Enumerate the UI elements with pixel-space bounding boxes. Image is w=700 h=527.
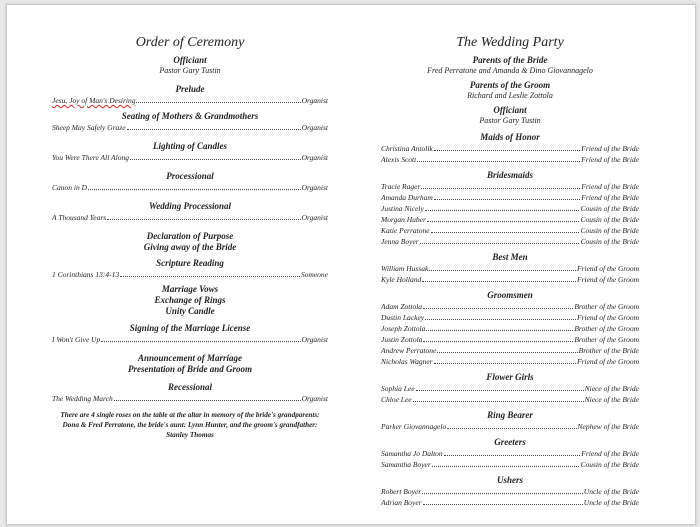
processional-piece: Canon in D <box>52 183 88 192</box>
member-name: Justin Zottola <box>381 335 423 344</box>
party-member-row <box>381 323 639 334</box>
leader-dots <box>437 345 577 353</box>
party-member-row <box>381 154 639 165</box>
parents-bride-names: Fred Perratone and Amanda & Dino Giovannagelo <box>427 66 593 75</box>
party-member-row <box>381 312 639 323</box>
member-role: Cousin of the Bride <box>580 215 639 224</box>
bestmen-list <box>381 263 639 285</box>
prelude-line <box>52 95 328 106</box>
member-name: Morgan Huber <box>381 215 426 224</box>
announcement-heading: Announcement of Marriage <box>137 353 242 363</box>
party-member-row <box>381 181 639 192</box>
member-role: Nephew of the Bride <box>577 422 639 431</box>
leader-dots <box>427 214 580 222</box>
license-line <box>52 334 328 345</box>
scripture-heading: Scripture Reading <box>156 258 224 268</box>
party-member-row <box>381 497 639 508</box>
wedding-processional-heading: Wedding Processional <box>148 201 232 211</box>
leader-dots <box>447 421 576 429</box>
leader-dots <box>429 263 576 271</box>
presentation-heading: Presentation of Bride and Groom <box>127 364 252 374</box>
party-member-row <box>381 143 639 154</box>
member-name: Katie Perratone <box>381 226 430 235</box>
prelude-heading: Prelude <box>175 84 205 94</box>
member-name: Samantha Boyer <box>381 460 431 469</box>
prelude-performer: Organist <box>301 96 328 105</box>
seating-performer: Organist <box>301 123 328 132</box>
member-name: Nicholas Wagner <box>381 357 433 366</box>
processional-line <box>52 182 328 193</box>
scripture-line <box>52 269 328 280</box>
member-role: Uncle of the Bride <box>583 487 639 496</box>
order-of-ceremony-column <box>52 35 328 440</box>
recessional-piece: The Wedding March <box>52 394 113 403</box>
order-of-ceremony-title: Order of Ceremony <box>135 35 245 50</box>
party-member-row <box>381 301 639 312</box>
member-role: Friend of the Groom <box>576 357 639 366</box>
parents-bride-heading: Parents of the Bride <box>472 55 548 65</box>
member-role: Cousin of the Bride <box>580 237 639 246</box>
candles-line <box>52 152 328 163</box>
member-name: Dustin Lackey <box>381 313 425 322</box>
party-member-row <box>381 459 639 470</box>
leader-dots <box>425 203 580 211</box>
member-name: Christina Antolik <box>381 144 433 153</box>
member-role: Friend of the Groom <box>576 275 639 284</box>
party-member-row <box>381 383 639 394</box>
ringbearer-list <box>381 421 639 432</box>
candles-piece: You Were There All Along <box>52 153 129 162</box>
leader-dots <box>413 394 584 402</box>
leader-dots <box>422 274 576 282</box>
memorial-note-line-2: Dona & Fred Perratone, the bride's aunt: Lynn Hunter, and the groom's grandfather: <box>62 421 318 429</box>
leader-dots <box>423 334 573 342</box>
recessional-performer: Organist <box>301 394 328 403</box>
leader-dots <box>434 356 576 364</box>
flowergirls-heading: Flower Girls <box>486 372 534 382</box>
leader-dots <box>444 448 581 456</box>
recessional-line <box>52 393 328 404</box>
party-member-row <box>381 334 639 345</box>
member-name: Chloe Lee <box>381 395 412 404</box>
memorial-note-line-1: There are 4 single roses on the table at the altar in memory of the bride's grandparents: <box>60 411 320 419</box>
member-name: Parker Giovannagelo <box>381 422 447 431</box>
seating-piece: Sheep May Safely Graze <box>52 123 126 132</box>
member-role: Friend of the Bride <box>581 155 639 164</box>
member-role: Niece of the Bride <box>584 384 639 393</box>
member-role: Friend of the Bride <box>581 193 639 202</box>
party-member-row <box>381 192 639 203</box>
leader-dots <box>422 486 583 494</box>
leader-dots <box>426 323 573 331</box>
wedding-party-title: The Wedding Party <box>456 35 564 50</box>
party-member-row <box>381 274 639 285</box>
greeters-heading: Greeters <box>494 437 526 447</box>
candles-performer: Organist <box>301 153 328 162</box>
bridesmaids-list <box>381 181 639 247</box>
groomsmen-heading: Groomsmen <box>487 290 533 300</box>
member-name: Tracie Rager <box>381 182 421 191</box>
member-role: Brother of the Groom <box>574 302 639 311</box>
greeters-list <box>381 448 639 470</box>
maids-heading: Maids of Honor <box>480 132 540 142</box>
vows-heading: Marriage Vows <box>161 284 219 294</box>
leader-dots <box>434 143 581 151</box>
member-role: Friend of the Bride <box>581 144 639 153</box>
member-name: Alexis Scott <box>381 155 417 164</box>
wedding-processional-performer: Organist <box>301 213 328 222</box>
maids-list <box>381 143 639 165</box>
leader-dots <box>421 181 580 189</box>
memorial-note <box>52 410 328 440</box>
wedding-processional-piece: A Thousand Years <box>52 213 107 222</box>
member-name: Kyle Holland <box>381 275 422 284</box>
party-member-row <box>381 356 639 367</box>
parents-groom-heading: Parents of the Groom <box>469 80 551 90</box>
leader-dots <box>425 312 576 320</box>
flowergirls-list <box>381 383 639 405</box>
party-member-row <box>381 214 639 225</box>
officiant-heading: Officiant <box>173 55 207 65</box>
ushers-list <box>381 486 639 508</box>
processional-performer: Organist <box>301 183 328 192</box>
wedding-processional-line <box>52 212 328 223</box>
party-member-row <box>381 345 639 356</box>
party-member-row <box>381 236 639 247</box>
leader-dots <box>416 383 584 391</box>
ringbearer-heading: Ring Bearer <box>487 410 533 420</box>
memorial-note-line-3: Stanley Thomas <box>166 431 214 439</box>
officiant-name: Pastor Gary Tustin <box>159 66 221 75</box>
recessional-heading: Recessional <box>168 382 212 392</box>
member-name: Justina Nicely <box>381 204 424 213</box>
member-role: Friend of the Groom <box>576 313 639 322</box>
candles-heading: Lighting of Candles <box>152 141 227 151</box>
declaration-heading: Declaration of Purpose <box>146 231 234 241</box>
member-name: Jenna Boyer <box>381 237 419 246</box>
leader-dots <box>423 497 583 505</box>
groomsmen-list <box>381 301 639 367</box>
license-performer: Organist <box>301 335 328 344</box>
member-name: Adrian Boyer <box>381 498 422 507</box>
party-member-row <box>381 203 639 214</box>
bridesmaids-heading: Bridesmaids <box>486 170 533 180</box>
processional-heading: Processional <box>166 171 214 181</box>
party-member-row <box>381 486 639 497</box>
member-role: Cousin of the Bride <box>580 204 639 213</box>
member-name: Amanda Durham <box>381 193 433 202</box>
member-role: Friend of the Bride <box>581 449 639 458</box>
wedding-party-column <box>381 35 639 508</box>
seating-heading: Seating of Mothers & Grandmothers <box>121 111 259 121</box>
member-name: William Hussak <box>381 264 429 273</box>
leader-dots <box>432 459 580 467</box>
member-role: Cousin of the Bride <box>580 460 639 469</box>
member-name: Sophia Lee <box>381 384 415 393</box>
prelude-piece: Jesu, Joy of Man's Desiring <box>52 96 136 105</box>
giving-away-heading: Giving away of the Bride <box>143 242 237 252</box>
member-name: Adam Zottola <box>381 302 423 311</box>
seating-line <box>52 122 328 133</box>
rings-heading: Exchange of Rings <box>154 295 226 305</box>
member-name: Andrew Perratone <box>381 346 437 355</box>
member-role: Brother of the Bride <box>578 346 639 355</box>
member-role: Brother of the Groom <box>574 324 639 333</box>
leader-dots <box>417 154 580 162</box>
license-heading: Signing of the Marriage License <box>129 323 251 333</box>
unity-heading: Unity Candle <box>165 306 215 316</box>
member-role: Friend of the Bride <box>581 182 639 191</box>
party-member-row <box>381 421 639 432</box>
bestmen-heading: Best Men <box>492 252 528 262</box>
parents-groom-names: Richard and Leslie Zottola <box>467 91 553 100</box>
member-role: Cousin of the Bride <box>580 226 639 235</box>
member-name: Samantha Jo Dalton <box>381 449 443 458</box>
member-name: Robert Boyer <box>381 487 422 496</box>
party-member-row <box>381 263 639 274</box>
party-member-row <box>381 448 639 459</box>
party-member-row <box>381 394 639 405</box>
scripture-reader: Someone <box>300 270 328 279</box>
party-officiant-heading: Officiant <box>493 105 527 115</box>
member-role: Brother of the Groom <box>574 335 639 344</box>
leader-dots <box>420 236 580 244</box>
program-page <box>6 4 696 525</box>
leader-dots <box>434 192 581 200</box>
member-name: Joseph Zottola <box>381 324 426 333</box>
leader-dots <box>423 301 573 309</box>
member-role: Friend of the Groom <box>576 264 639 273</box>
party-member-row <box>381 225 639 236</box>
leader-dots <box>431 225 580 233</box>
party-officiant-name: Pastor Gary Tustin <box>479 116 541 125</box>
scripture-reference: 1 Corinthians 13:4-13 <box>52 270 120 279</box>
member-role: Uncle of the Bride <box>583 498 639 507</box>
ushers-heading: Ushers <box>496 475 523 485</box>
license-piece: I Won't Give Up <box>52 335 101 344</box>
member-role: Niece of the Bride <box>584 395 639 404</box>
